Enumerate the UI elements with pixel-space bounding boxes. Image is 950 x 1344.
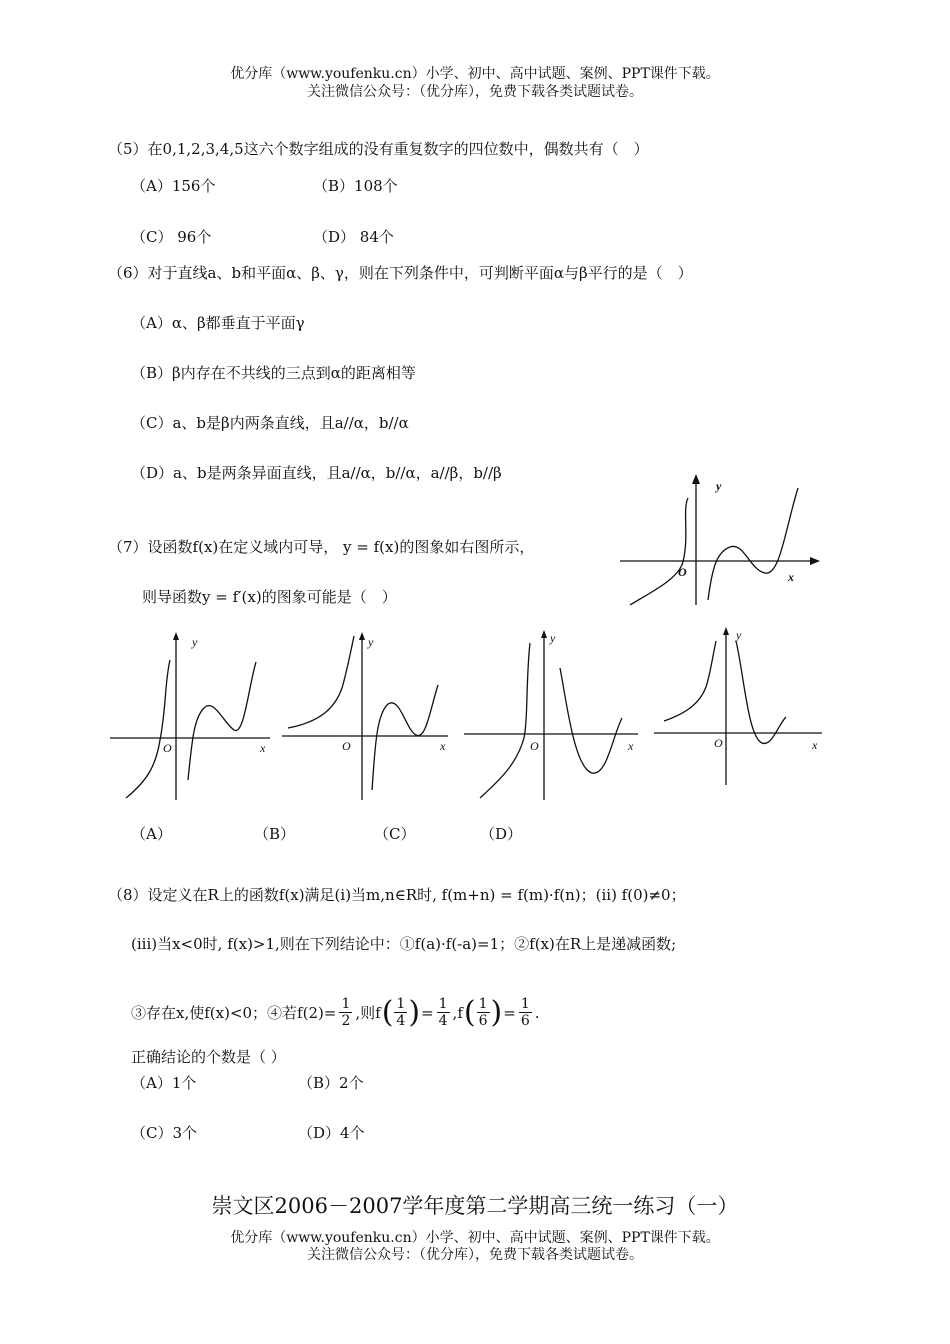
fraction-sixth-den: 6 bbox=[478, 1013, 488, 1029]
q7-main-y-label: y bbox=[716, 479, 722, 493]
q7-graph-b-y: y bbox=[368, 635, 374, 649]
fraction-quarter bbox=[394, 996, 407, 1029]
q7-stem-2: 则导函数y = f′(x)的图象可能是（ ） bbox=[142, 588, 397, 606]
q6-option-c: （C）a、b是β内两条直线，且a//α，b//α bbox=[131, 414, 409, 432]
q7-label-b: （B） bbox=[254, 825, 296, 843]
footer-line-2: 关注微信公众号：（优分库），免费下载各类试题试卷。 bbox=[307, 1247, 643, 1263]
q5-option-c: （C） 96个 bbox=[131, 228, 212, 246]
q5-stem: （5）在0,1,2,3,4,5这六个数字组成的没有重复数字的四位数中，偶数共有（ ） bbox=[108, 140, 649, 158]
q8-line-3 bbox=[131, 996, 540, 1029]
q8-line-3-a: ③存在x,使f(x)<0；④若f(2)= bbox=[131, 1003, 337, 1022]
q5-option-b: （B）108个 bbox=[313, 177, 398, 195]
q8-line-3-e: = bbox=[503, 1003, 516, 1022]
q7-graph-b-x: x bbox=[440, 739, 446, 753]
paren-right-2: ) bbox=[490, 994, 503, 1030]
q8-count-question: 正确结论的个数是（ ） bbox=[131, 1048, 286, 1066]
q8-option-a: （A）1个 bbox=[131, 1074, 197, 1092]
fraction-sixth-2-den: 6 bbox=[520, 1013, 530, 1029]
fraction-half bbox=[339, 996, 352, 1029]
q8-line-3-c: = bbox=[421, 1003, 434, 1022]
q8-line-3-b: ,则f bbox=[355, 1003, 381, 1022]
q6-option-b: （B）β内存在不共线的三点到α的距离相等 bbox=[131, 364, 416, 382]
paren-left-1: ( bbox=[381, 994, 394, 1030]
q8-line-2: (iii)当x<0时, f(x)>1,则在下列结论中：①f(a)·f(-a)=1；②f(x)在R上是递减函数; bbox=[131, 935, 677, 953]
q8-option-d: （D）4个 bbox=[298, 1124, 365, 1142]
q8-line-1: （8）设定义在R上的函数f(x)满足(i)当m,n∈R时, f(m+n) = f(m)·f(n)；(ii) f(0)≠0； bbox=[108, 886, 686, 904]
q7-graph-b-origin: O bbox=[342, 739, 351, 753]
q7-graph-d-y: y bbox=[736, 628, 742, 642]
q7-graph-d bbox=[652, 625, 832, 787]
fraction-half-num: 1 bbox=[341, 996, 351, 1012]
q7-graph-a-origin: O bbox=[163, 741, 172, 755]
header-line-1: 优分库（www.youfenku.cn）小学、初中、高中试题、案例、PPT课件下载。 bbox=[230, 66, 720, 82]
q5-option-a: （A）156个 bbox=[131, 177, 216, 195]
q6-stem: （6）对于直线a、b和平面α、β、γ，则在下列条件中，可判断平面α与β平行的是（ ） bbox=[108, 264, 693, 282]
fraction-quarter-2-num: 1 bbox=[438, 996, 448, 1012]
fraction-sixth-2 bbox=[519, 996, 532, 1029]
q7-stem-1: （7）设函数f(x)在定义域内可导， y = f(x)的图象如右图所示， bbox=[108, 538, 535, 556]
q7-label-a: （A） bbox=[131, 825, 172, 843]
q7-graph-c-y: y bbox=[550, 631, 556, 645]
q6-option-d: （D）a、b是两条异面直线，且a//α，b//α，a//β，b//β bbox=[131, 464, 502, 482]
q7-label-c: （C） bbox=[374, 825, 416, 843]
fraction-sixth bbox=[477, 996, 490, 1029]
q8-option-c: （C）3个 bbox=[131, 1124, 198, 1142]
paren-left-2: ( bbox=[463, 994, 476, 1030]
fraction-half-den: 2 bbox=[341, 1013, 351, 1029]
q7-graph-d-x: x bbox=[812, 738, 818, 752]
fraction-quarter-2 bbox=[437, 996, 450, 1029]
q7-graph-c-origin: O bbox=[530, 739, 539, 753]
footer-line-1: 优分库（www.youfenku.cn）小学、初中、高中试题、案例、PPT课件下载。 bbox=[230, 1230, 720, 1246]
fraction-sixth-2-num: 1 bbox=[520, 996, 530, 1012]
q7-graph-a-x: x bbox=[260, 741, 266, 755]
q7-graph-b bbox=[280, 630, 455, 805]
q7-label-d: （D） bbox=[480, 825, 523, 843]
q7-graph-a-y: y bbox=[192, 635, 198, 649]
q8-option-b: （B）2个 bbox=[298, 1074, 364, 1092]
q7-main-x-label: x bbox=[788, 570, 794, 584]
fraction-sixth-num: 1 bbox=[478, 996, 488, 1012]
fraction-quarter-2-den: 4 bbox=[438, 1013, 448, 1029]
q7-graph-c-x: x bbox=[628, 739, 634, 753]
q7-main-graph bbox=[620, 470, 830, 610]
q8-line-3-f: . bbox=[534, 1003, 540, 1022]
q7-graph-c bbox=[462, 628, 647, 806]
q6-option-a: （A）α、β都垂直于平面γ bbox=[131, 314, 305, 332]
paren-right-1: ) bbox=[408, 994, 421, 1030]
q7-main-origin: O bbox=[678, 565, 687, 579]
q8-line-3-d: ,f bbox=[452, 1003, 463, 1022]
q7-graph-a bbox=[108, 630, 278, 805]
q7-graph-d-origin: O bbox=[714, 736, 723, 750]
q5-option-d: （D） 84个 bbox=[313, 228, 394, 246]
fraction-quarter-den: 4 bbox=[396, 1013, 406, 1029]
footer-title: 崇文区2006－2007学年度第二学期高三统一练习（一） bbox=[211, 1194, 739, 1218]
header-line-2: 关注微信公众号：（优分库），免费下载各类试题试卷。 bbox=[307, 84, 643, 100]
fraction-quarter-num: 1 bbox=[396, 996, 406, 1012]
